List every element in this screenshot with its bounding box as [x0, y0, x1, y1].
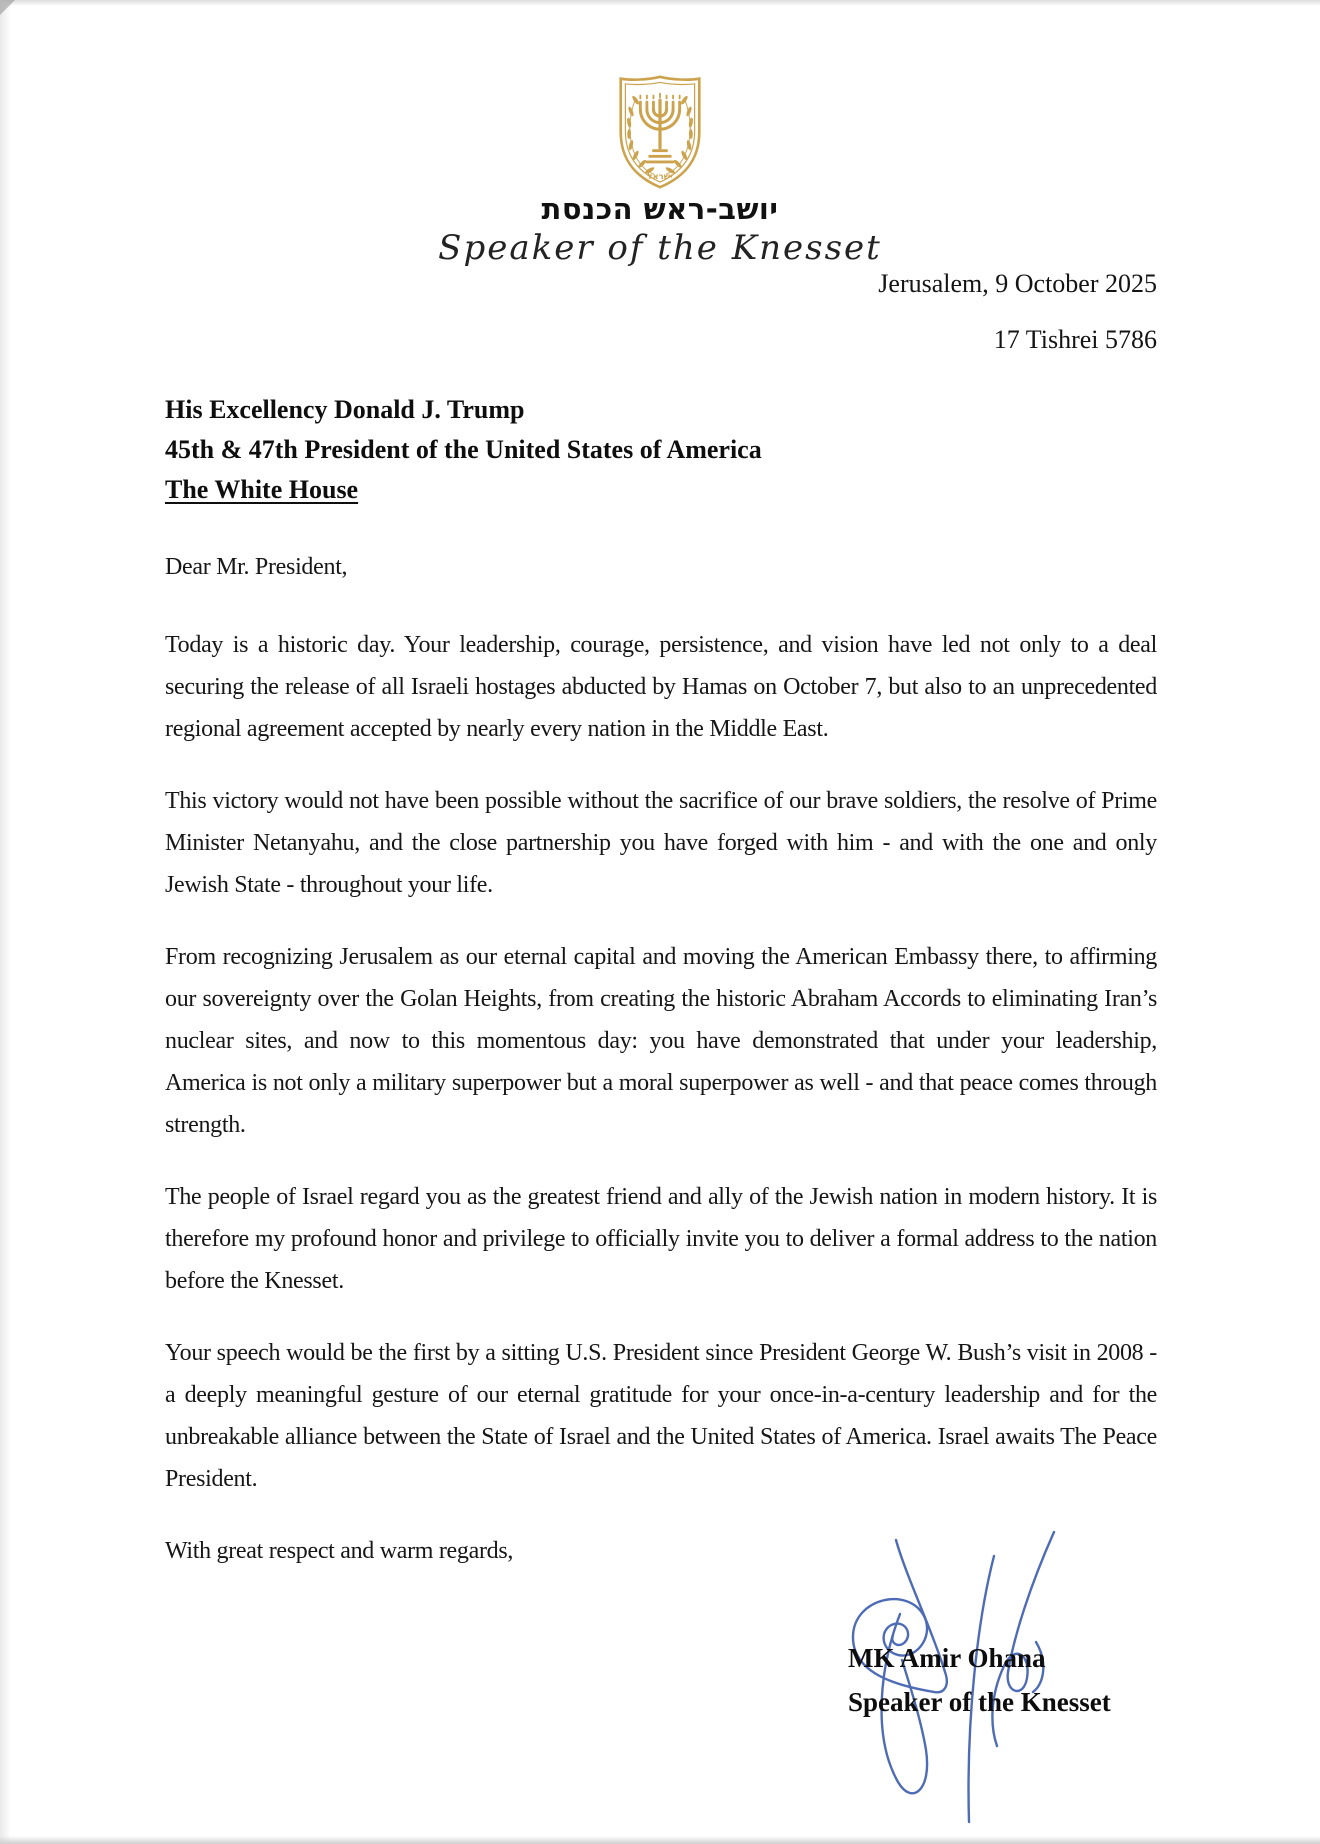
- valediction: With great respect and warm regards,: [165, 1538, 514, 1564]
- dateline-gregorian: Jerusalem, 9 October 2025: [878, 269, 1157, 298]
- scan-corner-artifact: [0, 0, 15, 15]
- recipient-block: [165, 390, 762, 510]
- body-paragraph-2: This victory would not have been possible without the sacrifice of our brave soldiers, the resolve of Prime Minister Netanyahu, and the close partnership you have forged with him - and with the one and only Jewish State - throughout your life.: [165, 788, 1157, 898]
- recipient-address: The White House: [165, 475, 359, 504]
- hebrew-office-title: יושב-ראש הכנסת: [541, 192, 779, 226]
- dateline: [878, 269, 1157, 355]
- body-paragraph-3: From recognizing Jerusalem as our eternal capital and moving the American Embassy there, to affirming our sovereignty over the Golan Heights, from creating the historic Abraham Accords to eliminating Iran’s nuclear sites, and now to this momentous day: you have demonstrated that under your leadership, America is not only a military superpower but a moral superpower as well - and that peace comes through strength.: [165, 944, 1157, 1138]
- menorah-icon: [640, 94, 679, 162]
- salutation: Dear Mr. President,: [165, 554, 348, 580]
- scan-edge-top: [0, 0, 1320, 6]
- signatory-name: MK Amir Ohana: [848, 1643, 1046, 1673]
- signatory-block: [848, 1636, 1111, 1724]
- recipient-name: His Excellency Donald J. Trump: [165, 395, 525, 424]
- recipient-title: 45th & 47th President of the United States of America: [165, 435, 762, 464]
- letter-body: [165, 546, 1157, 1572]
- script-office-title: Speaker of the Knesset: [438, 228, 882, 268]
- body-paragraph-4: The people of Israel regard you as the greatest friend and ally of the Jewish nation in modern history. It is therefore my profound honor and privilege to officially invite you to deliver a formal address to the nation before the Knesset.: [165, 1184, 1157, 1294]
- scan-edge-bottom: [0, 1836, 1320, 1844]
- dateline-hebrew: 17 Tishrei 5786: [993, 325, 1157, 354]
- body-paragraph-5: Your speech would be the first by a sitting U.S. President since President George W. Bush’s visit in 2008 - a deeply meaningful gesture of our eternal gratitude for your once-in-a-century leadership and for the unbreakable alliance between the State of Israel and the United States of America. Israel awaits The Peace President.: [165, 1340, 1157, 1492]
- emblem-hebrew-label: ישראל: [647, 170, 673, 181]
- body-paragraph-1: Today is a historic day. Your leadership, courage, persistence, and vision have led not only to a deal securing the release of all Israeli hostages abducted by Hamas on October 7, but also to an unprecedented regional agreement accepted by nearly every nation in the Middle East.: [165, 632, 1157, 742]
- signatory-title: Speaker of the Knesset: [848, 1687, 1111, 1717]
- scan-edge-left: [0, 0, 11, 1844]
- israel-emblem-icon: [612, 74, 708, 190]
